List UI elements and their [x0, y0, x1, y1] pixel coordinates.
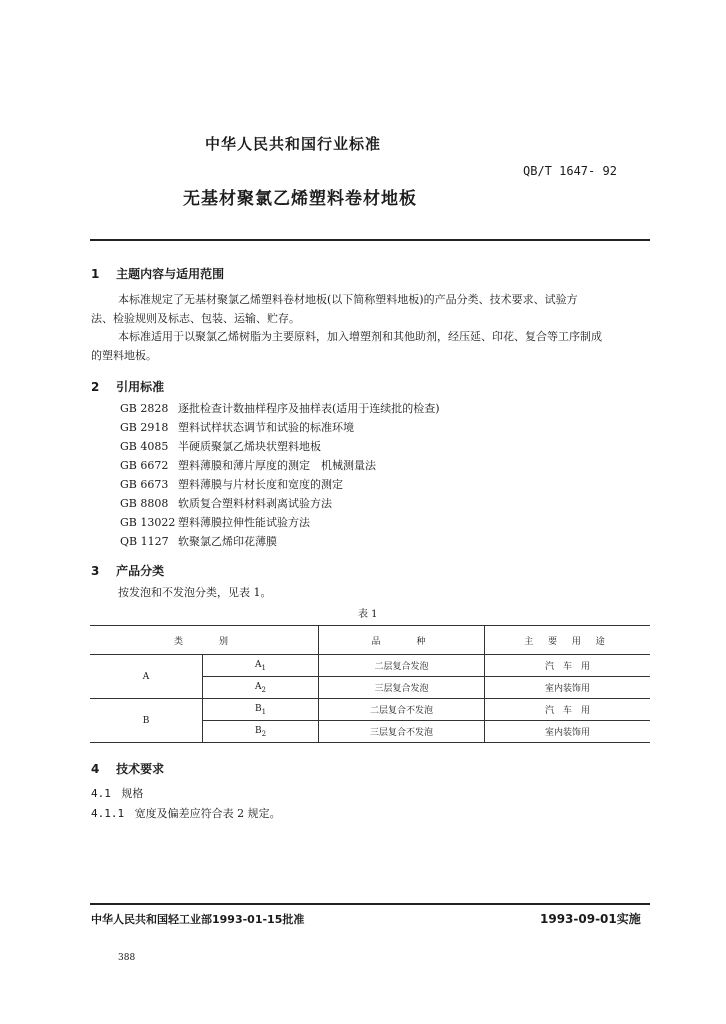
subsection-4-1-1: [91, 805, 281, 821]
document-title: 无基材聚氯乙烯塑料卷材地板: [183, 189, 417, 209]
reference-item: [120, 400, 440, 418]
class-cell: A: [90, 655, 203, 699]
subclass-cell: $A_1$: [203, 655, 319, 677]
reference-item: [120, 533, 277, 551]
subsection-number: 4.1: [91, 787, 111, 800]
reference-code: GB 6672: [120, 459, 169, 472]
subclass-cell: $B_1$: [203, 699, 319, 721]
reference-code: GB 2918: [120, 421, 169, 434]
use-cell: 汽 车 用: [485, 655, 651, 677]
page-number: 388: [118, 953, 136, 963]
reference-item: [120, 476, 343, 494]
reference-code: GB 8808: [120, 497, 169, 510]
subsection-text: 宽度及偏差应符合表 2 规定。: [134, 807, 281, 820]
subsection-number: 4.1.1: [91, 807, 125, 820]
reference-name: 塑料薄膜拉伸性能试验方法: [178, 516, 310, 529]
section-number: 1: [91, 267, 100, 281]
reference-name: 塑料薄膜与片材长度和宽度的测定: [178, 478, 343, 491]
subclass-cell: $A_2$: [203, 677, 319, 699]
reference-item: [120, 495, 332, 513]
paragraph-line: 本标准规定了无基材聚氯乙烯塑料卷材地板(以下简称塑料地板)的产品分类、技术要求、试验方: [118, 293, 578, 306]
table-header-row: [90, 626, 650, 655]
section-number: 3: [91, 564, 100, 578]
section-1-heading: [91, 265, 224, 282]
section-3-text: 按发泡和不发泡分类，见表 1。: [118, 586, 272, 599]
header-variety: 品 种: [319, 626, 485, 655]
header-rule: [90, 239, 650, 241]
subclass-cell: $B_2$: [203, 721, 319, 743]
header-category: 类 别: [90, 626, 319, 655]
section-number: 4: [91, 762, 100, 776]
table-row: [90, 655, 650, 677]
effective-date: 1993-09-01实施: [540, 912, 641, 926]
header-use: 主 要 用 途: [485, 626, 651, 655]
subsection-4-1: [91, 785, 143, 801]
footer-rule: [90, 903, 650, 905]
reference-name: 软聚氯乙烯印花薄膜: [178, 535, 277, 548]
variety-cell: 二层复合发泡: [319, 655, 485, 677]
reference-name: 半硬质聚氯乙烯块状塑料地板: [178, 440, 321, 453]
reference-item: [120, 457, 376, 475]
use-cell: 汽 车 用: [485, 699, 651, 721]
section-3-heading: [91, 562, 164, 579]
paragraph-line: 法、检验规则及标志、包装、运输、贮存。: [91, 312, 300, 325]
variety-cell: 三层复合不发泡: [319, 721, 485, 743]
section-title: 引用标准: [116, 380, 165, 394]
section-2-heading: [91, 378, 164, 395]
table-caption: 表 1: [358, 609, 378, 620]
reference-name: 塑料薄膜和薄片厚度的测定 机械测量法: [178, 459, 376, 472]
section-number: 2: [91, 380, 100, 394]
reference-name: 塑料试样状态调节和试验的标准环境: [178, 421, 354, 434]
subsection-title: 规格: [121, 787, 144, 800]
approval-note: 中华人民共和国轻工业部1993-01-15批准: [91, 913, 305, 926]
use-cell: 室内装饰用: [485, 721, 651, 743]
reference-name: 逐批检查计数抽样程序及抽样表(适用于连续批的检查): [178, 402, 440, 415]
reference-code: QB 1127: [120, 535, 169, 548]
reference-code: GB 2828: [120, 402, 169, 415]
standard-org-heading: 中华人民共和国行业标准: [205, 135, 382, 153]
reference-item: [120, 438, 321, 456]
variety-cell: 二层复合不发泡: [319, 699, 485, 721]
section-title: 主题内容与适用范围: [116, 267, 225, 281]
paragraph-line: 的塑料地板。: [91, 349, 157, 362]
class-cell: B: [90, 699, 203, 743]
reference-code: GB 13022: [120, 516, 176, 529]
reference-code: GB 6673: [120, 478, 169, 491]
section-title: 产品分类: [116, 564, 165, 578]
table-row: [90, 699, 650, 721]
use-cell: 室内装饰用: [485, 677, 651, 699]
reference-item: [120, 514, 310, 532]
reference-code: GB 4085: [120, 440, 169, 453]
section-title: 技术要求: [116, 762, 165, 776]
standard-code: QB/T 1647- 92: [523, 164, 617, 178]
paragraph-line: 本标准适用于以聚氯乙烯树脂为主要原料，加入增塑剂和其他助剂，经压延、印花、复合等工序制成: [118, 330, 602, 343]
reference-name: 软质复合塑料材料剥离试验方法: [178, 497, 332, 510]
reference-item: [120, 419, 354, 437]
section-4-heading: [91, 760, 164, 777]
product-classification-table: [90, 625, 650, 743]
variety-cell: 三层复合发泡: [319, 677, 485, 699]
